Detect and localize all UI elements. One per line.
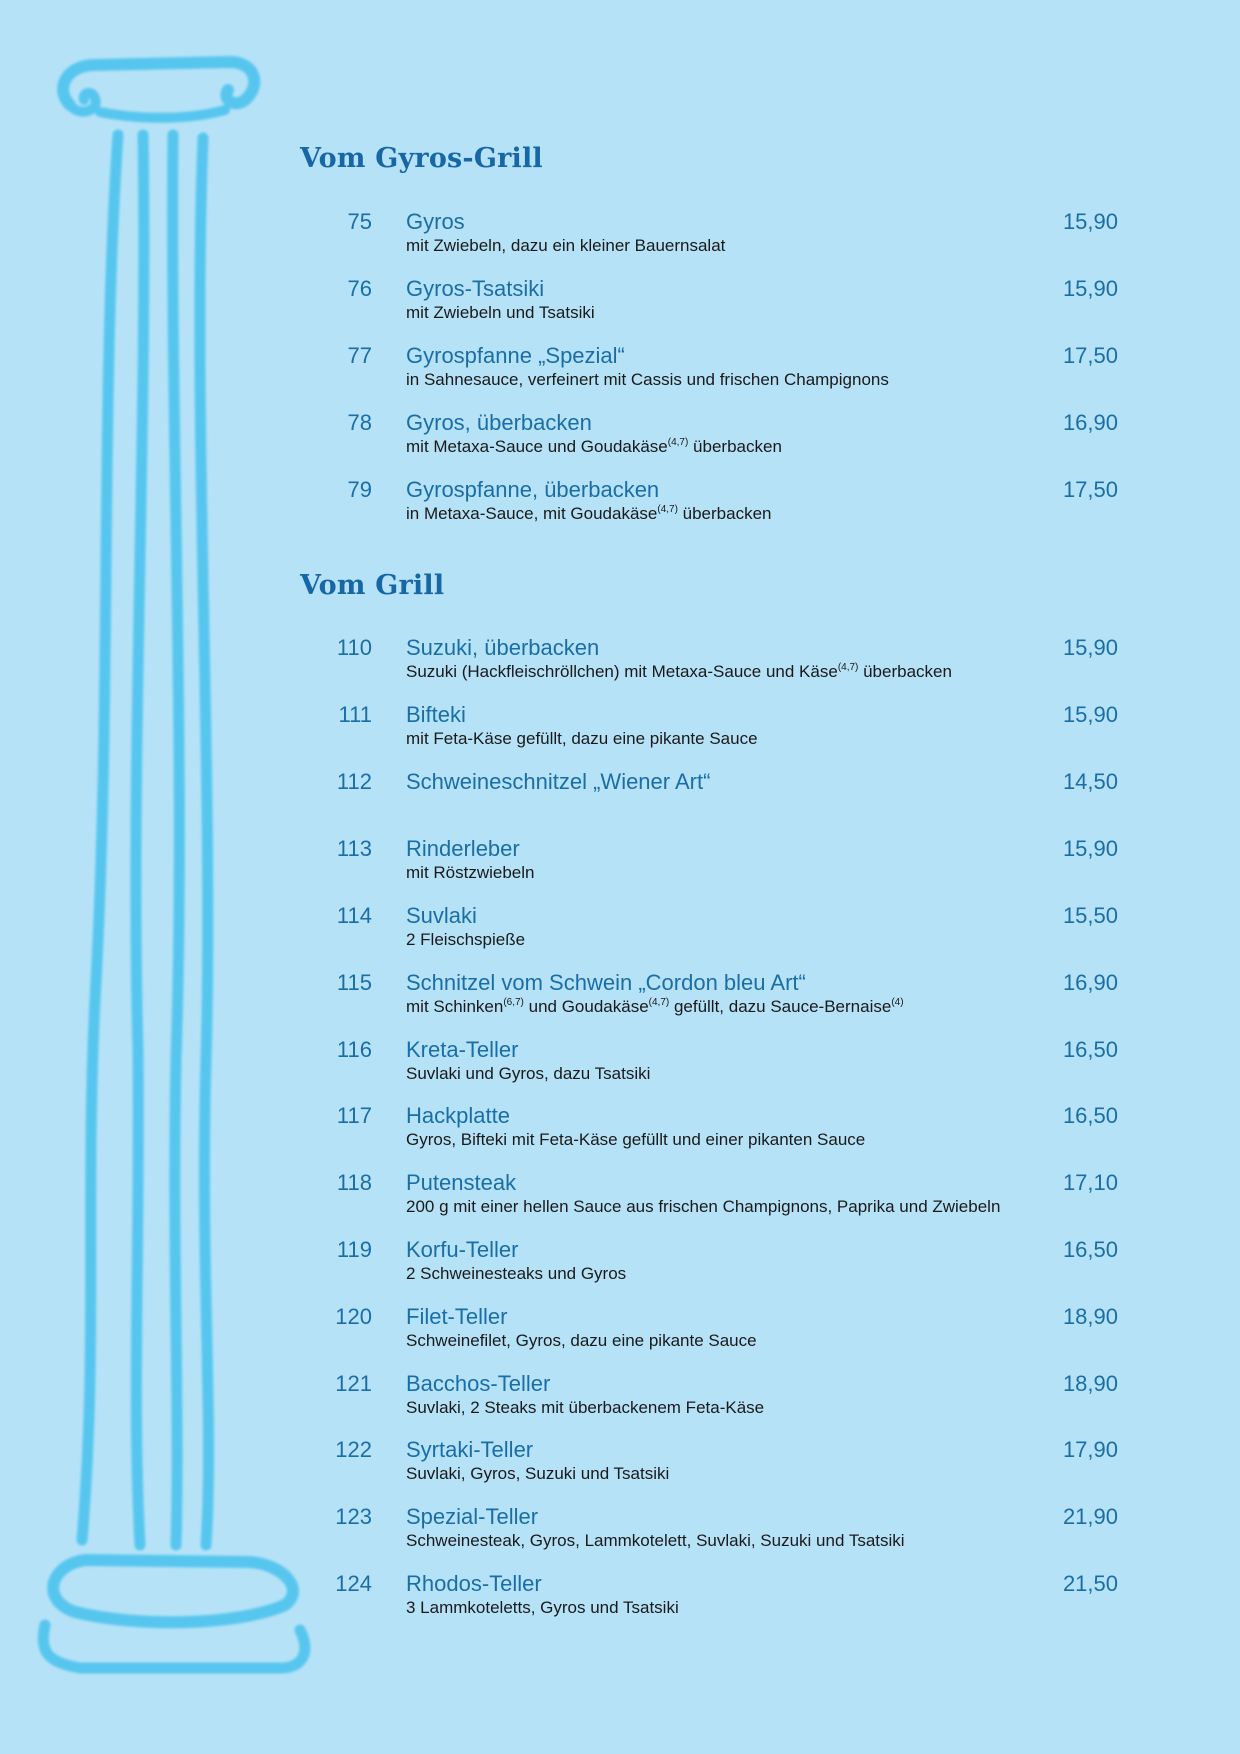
item-price: 15,90 (1062, 209, 1118, 234)
item-number: 112 (336, 769, 372, 794)
section-title-gyros-grill: Vom Gyros-Grill (300, 143, 543, 174)
menu-item (300, 342, 1118, 402)
item-number: 78 (347, 410, 372, 435)
menu-item (300, 1370, 1118, 1430)
menu-item (300, 634, 1118, 694)
item-price: 15,90 (1062, 702, 1118, 727)
item-description: Gyros, Bifteki mit Feta-Käse gefüllt und einer pikanten Sauce (406, 1130, 866, 1149)
item-description: mit Feta-Käse gefüllt, dazu eine pikante Sauce (406, 729, 758, 748)
item-name: Schnitzel vom Schwein „Cordon bleu Art“ (406, 970, 806, 995)
item-name: Gyros-Tsatsiki (406, 276, 545, 301)
item-number: 122 (335, 1437, 372, 1462)
item-name: Kreta-Teller (406, 1037, 519, 1062)
item-description: mit Röstzwiebeln (406, 863, 535, 882)
item-price: 14,50 (1062, 769, 1118, 794)
item-price: 21,90 (1062, 1504, 1118, 1529)
item-description: 2 Schweinesteaks und Gyros (406, 1264, 627, 1283)
item-price: 16,90 (1062, 970, 1118, 995)
item-name: Syrtaki-Teller (406, 1437, 534, 1462)
item-description: 2 Fleischspieße (406, 930, 526, 949)
menu-item (300, 701, 1118, 761)
menu-item (300, 1570, 1118, 1630)
item-number: 124 (335, 1571, 372, 1596)
item-name: Gyrospfanne, überbacken (406, 477, 660, 502)
menu-item (300, 1436, 1118, 1496)
item-number: 116 (336, 1037, 372, 1062)
item-description: Schweinesteak, Gyros, Lammkotelett, Suvlaki, Suzuki und Tsatsiki (406, 1531, 905, 1550)
item-price: 16,50 (1062, 1037, 1118, 1062)
item-description: in Sahnesauce, verfeinert mit Cassis und frischen Champignons (406, 370, 889, 389)
item-name: Bacchos-Teller (406, 1371, 551, 1396)
item-name: Suvlaki (406, 903, 477, 928)
item-number: 75 (347, 209, 372, 234)
item-price: 17,50 (1062, 343, 1118, 368)
menu-item (300, 275, 1118, 335)
item-description: Suvlaki, Gyros, Suzuki und Tsatsiki (406, 1464, 670, 1483)
item-name: Gyrospfanne „Spezial“ (406, 343, 625, 368)
item-number: 114 (336, 903, 372, 928)
greek-column-icon (0, 0, 320, 1754)
item-name: Rinderleber (406, 836, 520, 861)
item-name: Korfu-Teller (406, 1237, 519, 1262)
menu-item (300, 1036, 1118, 1096)
item-name: Gyros (406, 209, 465, 234)
item-number: 118 (336, 1170, 372, 1195)
item-number: 111 (338, 702, 372, 727)
item-name: Suzuki, überbacken (406, 635, 600, 660)
item-number: 117 (336, 1103, 372, 1128)
item-price: 17,50 (1062, 477, 1118, 502)
menu-item (300, 902, 1118, 962)
item-description: mit Zwiebeln und Tsatsiki (406, 303, 595, 322)
item-number: 110 (336, 635, 372, 660)
item-name: Filet-Teller (406, 1304, 508, 1329)
menu-item (300, 208, 1118, 268)
item-price: 15,50 (1062, 903, 1118, 928)
item-number: 76 (347, 276, 372, 301)
menu-item (300, 1169, 1118, 1229)
item-price: 17,90 (1062, 1437, 1118, 1462)
item-number: 119 (336, 1237, 372, 1262)
item-price: 15,90 (1062, 836, 1118, 861)
item-price: 16,50 (1062, 1237, 1118, 1262)
item-description: in Metaxa-Sauce, mit Goudakäse$^{(4,7)}$ überbacken (406, 504, 772, 523)
item-name: Hackplatte (406, 1103, 510, 1128)
item-name: Gyros, überbacken (406, 410, 592, 435)
item-number: 123 (335, 1504, 372, 1529)
menu-item (300, 835, 1118, 895)
item-description: Suvlaki, 2 Steaks mit überbackenem Feta-Käse (406, 1398, 765, 1417)
menu-item (300, 476, 1118, 536)
item-description: 3 Lammkoteletts, Gyros und Tsatsiki (406, 1598, 679, 1617)
item-number: 113 (336, 836, 372, 861)
item-price: 15,90 (1062, 635, 1118, 660)
item-description: mit Metaxa-Sauce und Goudakäse$^{(4,7)}$ überbacken (406, 437, 782, 456)
menu-item (300, 969, 1118, 1029)
menu-item (300, 1303, 1118, 1363)
item-description: Suzuki (Hackfleischröllchen) mit Metaxa-Sauce und Käse$^{(4,7)}$ überbacken (406, 662, 952, 681)
item-price: 16,50 (1062, 1103, 1118, 1128)
item-name: Bifteki (406, 702, 466, 727)
item-price: 18,90 (1062, 1371, 1118, 1396)
item-number: 120 (335, 1304, 372, 1329)
menu-item (300, 1102, 1118, 1162)
menu-item (300, 1503, 1118, 1563)
item-price: 17,10 (1062, 1170, 1118, 1195)
item-name: Rhodos-Teller (406, 1571, 542, 1596)
item-price: 15,90 (1062, 276, 1118, 301)
item-price: 16,90 (1062, 410, 1118, 435)
menu-item (300, 1236, 1118, 1296)
item-name: Spezial-Teller (406, 1504, 539, 1529)
menu-item (300, 409, 1118, 469)
item-number: 79 (347, 477, 372, 502)
item-number: 115 (336, 970, 372, 995)
item-price: 18,90 (1062, 1304, 1118, 1329)
menu-item (300, 768, 1118, 828)
item-name: Schweineschnitzel „Wiener Art“ (406, 769, 711, 794)
item-number: 121 (335, 1371, 372, 1396)
item-price: 21,50 (1062, 1571, 1118, 1596)
item-description: mit Schinken$^{(6,7)}$ und Goudakäse$^{(4,7)}$ gefüllt, dazu Sauce-Bernaise$^{(4)}$ (406, 997, 904, 1016)
item-name: Putensteak (406, 1170, 517, 1195)
item-description: 200 g mit einer hellen Sauce aus frischen Champignons, Paprika und Zwiebeln (406, 1197, 1001, 1216)
item-number: 77 (347, 343, 372, 368)
section-title-grill: Vom Grill (300, 570, 445, 601)
item-description: mit Zwiebeln, dazu ein kleiner Bauernsalat (406, 236, 726, 255)
item-description: Schweinefilet, Gyros, dazu eine pikante Sauce (406, 1331, 757, 1350)
item-description: Suvlaki und Gyros, dazu Tsatsiki (406, 1064, 651, 1083)
